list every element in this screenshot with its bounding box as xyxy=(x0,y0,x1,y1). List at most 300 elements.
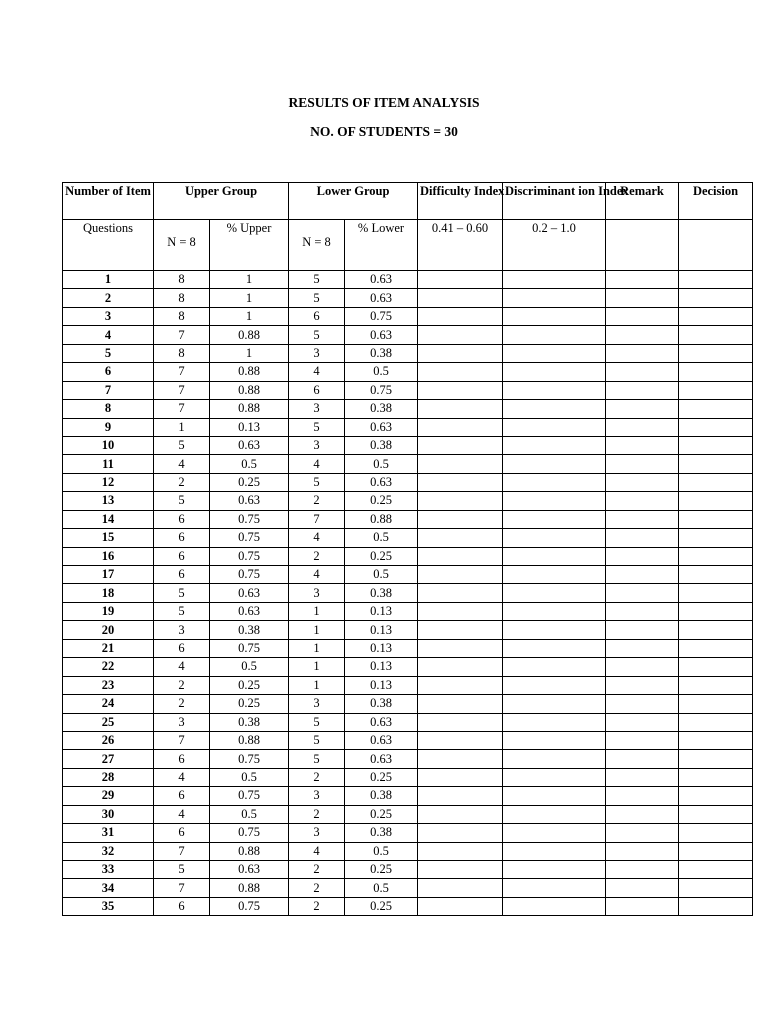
remark-cell xyxy=(606,713,679,731)
difficulty-cell xyxy=(418,363,503,381)
lower-count-cell: 5 xyxy=(289,750,345,768)
upper-pct-cell: 0.88 xyxy=(210,842,289,860)
difficulty-cell xyxy=(418,584,503,602)
remark-cell xyxy=(606,842,679,860)
decision-cell xyxy=(679,455,753,473)
upper-count-cell: 6 xyxy=(154,547,210,565)
decision-cell xyxy=(679,658,753,676)
upper-pct-cell: 0.88 xyxy=(210,326,289,344)
item-analysis-table xyxy=(62,182,753,916)
upper-count-cell: 7 xyxy=(154,326,210,344)
subheader-remark-empty xyxy=(606,220,679,271)
upper-count-cell: 8 xyxy=(154,271,210,289)
lower-pct-cell: 0.63 xyxy=(345,289,418,307)
subheader-upper-n xyxy=(154,220,210,271)
lower-count-cell: 2 xyxy=(289,879,345,897)
difficulty-cell xyxy=(418,695,503,713)
remark-cell xyxy=(606,824,679,842)
decision-cell xyxy=(679,676,753,694)
upper-pct-cell: 0.5 xyxy=(210,455,289,473)
difficulty-cell xyxy=(418,473,503,491)
lower-count-cell: 1 xyxy=(289,639,345,657)
question-number-cell: 25 xyxy=(63,713,154,731)
upper-pct-cell: 0.88 xyxy=(210,363,289,381)
header-discrimination-index: Discriminant ion Index xyxy=(503,183,606,220)
header-item: Number of Item xyxy=(63,183,154,220)
table-row xyxy=(63,436,753,454)
upper-pct-cell: 0.5 xyxy=(210,768,289,786)
question-number-cell: 7 xyxy=(63,381,154,399)
upper-pct-cell: 1 xyxy=(210,307,289,325)
lower-count-cell: 3 xyxy=(289,400,345,418)
difficulty-cell xyxy=(418,676,503,694)
discrimination-cell xyxy=(503,418,606,436)
lower-count-cell: 5 xyxy=(289,326,345,344)
remark-cell xyxy=(606,731,679,749)
decision-cell xyxy=(679,529,753,547)
lower-count-cell: 7 xyxy=(289,510,345,528)
lower-pct-cell: 0.13 xyxy=(345,639,418,657)
lower-count-cell: 3 xyxy=(289,824,345,842)
header-lower-group: Lower Group xyxy=(289,183,418,220)
table-row xyxy=(63,344,753,362)
table-row xyxy=(63,750,753,768)
difficulty-cell xyxy=(418,566,503,584)
remark-cell xyxy=(606,381,679,399)
difficulty-cell xyxy=(418,768,503,786)
upper-count-cell: 2 xyxy=(154,695,210,713)
upper-pct-cell: 1 xyxy=(210,344,289,362)
remark-cell xyxy=(606,658,679,676)
upper-count-cell: 8 xyxy=(154,344,210,362)
remark-cell xyxy=(606,566,679,584)
discrimination-cell xyxy=(503,547,606,565)
question-number-cell: 34 xyxy=(63,879,154,897)
discrimination-cell xyxy=(503,436,606,454)
upper-count-cell: 8 xyxy=(154,289,210,307)
upper-count-cell: 7 xyxy=(154,363,210,381)
lower-pct-cell: 0.38 xyxy=(345,824,418,842)
decision-cell xyxy=(679,418,753,436)
subheader-decision-empty xyxy=(679,220,753,271)
table-row xyxy=(63,676,753,694)
question-number-cell: 19 xyxy=(63,602,154,620)
lower-pct-cell: 0.25 xyxy=(345,547,418,565)
discrimination-cell xyxy=(503,492,606,510)
lower-pct-cell: 0.38 xyxy=(345,436,418,454)
difficulty-cell xyxy=(418,418,503,436)
lower-pct-cell: 0.38 xyxy=(345,344,418,362)
discrimination-cell xyxy=(503,824,606,842)
remark-cell xyxy=(606,584,679,602)
remark-cell xyxy=(606,344,679,362)
remark-cell xyxy=(606,326,679,344)
lower-pct-cell: 0.13 xyxy=(345,621,418,639)
decision-cell xyxy=(679,510,753,528)
upper-count-cell: 4 xyxy=(154,658,210,676)
discrimination-cell xyxy=(503,473,606,491)
header-difficulty-index: Difficulty Index xyxy=(418,183,503,220)
remark-cell xyxy=(606,639,679,657)
lower-count-cell: 3 xyxy=(289,584,345,602)
upper-pct-cell: 0.63 xyxy=(210,861,289,879)
question-number-cell: 33 xyxy=(63,861,154,879)
question-number-cell: 1 xyxy=(63,271,154,289)
lower-pct-cell: 0.63 xyxy=(345,731,418,749)
header-upper-group: Upper Group xyxy=(154,183,289,220)
discrimination-cell xyxy=(503,529,606,547)
lower-pct-cell: 0.63 xyxy=(345,713,418,731)
upper-pct-cell: 0.5 xyxy=(210,658,289,676)
lower-count-cell: 1 xyxy=(289,602,345,620)
question-number-cell: 20 xyxy=(63,621,154,639)
remark-cell xyxy=(606,455,679,473)
difficulty-cell xyxy=(418,344,503,362)
lower-count-cell: 5 xyxy=(289,731,345,749)
difficulty-cell xyxy=(418,436,503,454)
difficulty-cell xyxy=(418,271,503,289)
lower-pct-cell: 0.5 xyxy=(345,363,418,381)
upper-pct-cell: 0.75 xyxy=(210,510,289,528)
upper-count-cell: 4 xyxy=(154,455,210,473)
question-number-cell: 28 xyxy=(63,768,154,786)
upper-count-cell: 1 xyxy=(154,418,210,436)
question-number-cell: 32 xyxy=(63,842,154,860)
discrimination-cell xyxy=(503,639,606,657)
lower-pct-cell: 0.25 xyxy=(345,861,418,879)
question-number-cell: 9 xyxy=(63,418,154,436)
table-row xyxy=(63,473,753,491)
discrimination-cell xyxy=(503,455,606,473)
upper-count-cell: 7 xyxy=(154,879,210,897)
subheader-upper-pct: % Upper xyxy=(210,220,289,271)
upper-pct-cell: 0.75 xyxy=(210,897,289,915)
upper-count-cell: 4 xyxy=(154,768,210,786)
upper-pct-cell: 0.88 xyxy=(210,879,289,897)
difficulty-cell xyxy=(418,861,503,879)
difficulty-cell xyxy=(418,879,503,897)
table-row xyxy=(63,824,753,842)
question-number-cell: 13 xyxy=(63,492,154,510)
lower-pct-cell: 0.38 xyxy=(345,787,418,805)
lower-pct-cell: 0.5 xyxy=(345,455,418,473)
table-row xyxy=(63,492,753,510)
lower-count-cell: 2 xyxy=(289,805,345,823)
decision-cell xyxy=(679,400,753,418)
upper-count-cell: 5 xyxy=(154,492,210,510)
discrimination-cell xyxy=(503,879,606,897)
lower-pct-cell: 0.13 xyxy=(345,676,418,694)
difficulty-cell xyxy=(418,326,503,344)
decision-cell xyxy=(679,492,753,510)
upper-pct-cell: 0.25 xyxy=(210,473,289,491)
decision-cell xyxy=(679,363,753,381)
remark-cell xyxy=(606,750,679,768)
difficulty-cell xyxy=(418,492,503,510)
upper-pct-cell: 0.25 xyxy=(210,676,289,694)
table-row xyxy=(63,639,753,657)
question-number-cell: 2 xyxy=(63,289,154,307)
upper-count-cell: 5 xyxy=(154,861,210,879)
question-number-cell: 14 xyxy=(63,510,154,528)
question-number-cell: 26 xyxy=(63,731,154,749)
table-row xyxy=(63,768,753,786)
table-row xyxy=(63,897,753,915)
upper-count-cell: 6 xyxy=(154,639,210,657)
upper-pct-cell: 0.75 xyxy=(210,750,289,768)
header-row xyxy=(63,183,753,220)
remark-cell xyxy=(606,676,679,694)
difficulty-cell xyxy=(418,824,503,842)
remark-cell xyxy=(606,768,679,786)
document-subtitle: NO. OF STUDENTS = 30 xyxy=(310,124,458,139)
remark-cell xyxy=(606,363,679,381)
upper-pct-cell: 0.88 xyxy=(210,400,289,418)
lower-count-cell: 3 xyxy=(289,436,345,454)
question-number-cell: 22 xyxy=(63,658,154,676)
question-number-cell: 11 xyxy=(63,455,154,473)
subheader-discrimination-range: 0.2 – 1.0 xyxy=(503,220,606,271)
difficulty-cell xyxy=(418,400,503,418)
lower-count-cell: 5 xyxy=(289,473,345,491)
decision-cell xyxy=(679,307,753,325)
lower-count-cell: 2 xyxy=(289,547,345,565)
upper-pct-cell: 0.13 xyxy=(210,418,289,436)
upper-pct-cell: 0.75 xyxy=(210,639,289,657)
table-row xyxy=(63,400,753,418)
discrimination-cell xyxy=(503,695,606,713)
remark-cell xyxy=(606,602,679,620)
lower-pct-cell: 0.5 xyxy=(345,529,418,547)
lower-pct-cell: 0.63 xyxy=(345,473,418,491)
lower-count-cell: 2 xyxy=(289,492,345,510)
decision-cell xyxy=(679,621,753,639)
discrimination-cell xyxy=(503,750,606,768)
question-number-cell: 15 xyxy=(63,529,154,547)
question-number-cell: 6 xyxy=(63,363,154,381)
discrimination-cell xyxy=(503,621,606,639)
upper-pct-cell: 1 xyxy=(210,289,289,307)
lower-pct-cell: 0.25 xyxy=(345,768,418,786)
question-number-cell: 5 xyxy=(63,344,154,362)
difficulty-cell xyxy=(418,307,503,325)
question-number-cell: 23 xyxy=(63,676,154,694)
upper-count-cell: 7 xyxy=(154,842,210,860)
discrimination-cell xyxy=(503,676,606,694)
upper-count-cell: 6 xyxy=(154,566,210,584)
difficulty-cell xyxy=(418,713,503,731)
decision-cell xyxy=(679,584,753,602)
discrimination-cell xyxy=(503,326,606,344)
discrimination-cell xyxy=(503,381,606,399)
table-row xyxy=(63,787,753,805)
remark-cell xyxy=(606,271,679,289)
decision-cell xyxy=(679,842,753,860)
question-number-cell: 4 xyxy=(63,326,154,344)
subheader-row xyxy=(63,220,753,271)
remark-cell xyxy=(606,695,679,713)
upper-pct-cell: 0.38 xyxy=(210,621,289,639)
lower-pct-cell: 0.5 xyxy=(345,842,418,860)
discrimination-cell xyxy=(503,566,606,584)
discrimination-cell xyxy=(503,363,606,381)
table-row xyxy=(63,381,753,399)
decision-cell xyxy=(679,805,753,823)
question-number-cell: 18 xyxy=(63,584,154,602)
question-number-cell: 31 xyxy=(63,824,154,842)
upper-count-cell: 3 xyxy=(154,621,210,639)
lower-pct-cell: 0.13 xyxy=(345,658,418,676)
upper-pct-cell: 1 xyxy=(210,271,289,289)
question-number-cell: 12 xyxy=(63,473,154,491)
lower-count-cell: 4 xyxy=(289,363,345,381)
difficulty-cell xyxy=(418,289,503,307)
discrimination-cell xyxy=(503,787,606,805)
decision-cell xyxy=(679,639,753,657)
upper-pct-cell: 0.63 xyxy=(210,602,289,620)
lower-count-cell: 6 xyxy=(289,381,345,399)
subheader-lower-n xyxy=(289,220,345,271)
decision-cell xyxy=(679,289,753,307)
decision-cell xyxy=(679,731,753,749)
discrimination-cell xyxy=(503,768,606,786)
upper-pct-cell: 0.75 xyxy=(210,787,289,805)
remark-cell xyxy=(606,897,679,915)
difficulty-cell xyxy=(418,750,503,768)
question-number-cell: 30 xyxy=(63,805,154,823)
difficulty-cell xyxy=(418,455,503,473)
lower-count-cell: 4 xyxy=(289,566,345,584)
upper-pct-cell: 0.25 xyxy=(210,695,289,713)
decision-cell xyxy=(679,602,753,620)
question-number-cell: 29 xyxy=(63,787,154,805)
remark-cell xyxy=(606,879,679,897)
decision-cell xyxy=(679,473,753,491)
difficulty-cell xyxy=(418,805,503,823)
difficulty-cell xyxy=(418,602,503,620)
upper-count-cell: 6 xyxy=(154,529,210,547)
header-decision: Decision xyxy=(679,183,753,220)
lower-count-cell: 3 xyxy=(289,787,345,805)
table-row xyxy=(63,510,753,528)
lower-count-cell: 1 xyxy=(289,676,345,694)
upper-pct-cell: 0.63 xyxy=(210,584,289,602)
subheader-lower-pct: % Lower xyxy=(345,220,418,271)
upper-count-cell: 6 xyxy=(154,897,210,915)
table-row xyxy=(63,602,753,620)
remark-cell xyxy=(606,621,679,639)
discrimination-cell xyxy=(503,271,606,289)
lower-pct-cell: 0.75 xyxy=(345,381,418,399)
discrimination-cell xyxy=(503,658,606,676)
decision-cell xyxy=(679,824,753,842)
remark-cell xyxy=(606,861,679,879)
discrimination-cell xyxy=(503,307,606,325)
lower-pct-cell: 0.13 xyxy=(345,602,418,620)
lower-pct-cell: 0.25 xyxy=(345,492,418,510)
decision-cell xyxy=(679,695,753,713)
discrimination-cell xyxy=(503,510,606,528)
lower-count-cell: 2 xyxy=(289,861,345,879)
decision-cell xyxy=(679,566,753,584)
header-remark: Remark xyxy=(606,183,679,220)
table-row xyxy=(63,731,753,749)
decision-cell xyxy=(679,436,753,454)
question-number-cell: 35 xyxy=(63,897,154,915)
table-row xyxy=(63,584,753,602)
lower-pct-cell: 0.38 xyxy=(345,584,418,602)
difficulty-cell xyxy=(418,547,503,565)
lower-count-cell: 2 xyxy=(289,768,345,786)
lower-count-cell: 3 xyxy=(289,695,345,713)
table-row xyxy=(63,326,753,344)
decision-cell xyxy=(679,713,753,731)
lower-pct-cell: 0.88 xyxy=(345,510,418,528)
lower-pct-cell: 0.38 xyxy=(345,400,418,418)
discrimination-cell xyxy=(503,731,606,749)
decision-cell xyxy=(679,750,753,768)
upper-count-cell: 6 xyxy=(154,750,210,768)
table-row xyxy=(63,418,753,436)
upper-pct-cell: 0.63 xyxy=(210,436,289,454)
lower-pct-cell: 0.5 xyxy=(345,879,418,897)
upper-count-cell: 6 xyxy=(154,824,210,842)
decision-cell xyxy=(679,271,753,289)
difficulty-cell xyxy=(418,381,503,399)
remark-cell xyxy=(606,400,679,418)
decision-cell xyxy=(679,861,753,879)
question-number-cell: 3 xyxy=(63,307,154,325)
decision-cell xyxy=(679,344,753,362)
upper-pct-cell: 0.75 xyxy=(210,824,289,842)
upper-pct-cell: 0.75 xyxy=(210,529,289,547)
table-row xyxy=(63,695,753,713)
lower-count-cell: 2 xyxy=(289,897,345,915)
remark-cell xyxy=(606,418,679,436)
lower-count-cell: 4 xyxy=(289,529,345,547)
question-number-cell: 17 xyxy=(63,566,154,584)
remark-cell xyxy=(606,510,679,528)
decision-cell xyxy=(679,381,753,399)
discrimination-cell xyxy=(503,897,606,915)
remark-cell xyxy=(606,529,679,547)
difficulty-cell xyxy=(418,510,503,528)
upper-n-label: N = 8 xyxy=(167,235,196,249)
lower-pct-cell: 0.63 xyxy=(345,271,418,289)
remark-cell xyxy=(606,547,679,565)
lower-pct-cell: 0.25 xyxy=(345,897,418,915)
remark-cell xyxy=(606,436,679,454)
remark-cell xyxy=(606,289,679,307)
upper-count-cell: 5 xyxy=(154,602,210,620)
table-row xyxy=(63,566,753,584)
upper-pct-cell: 0.88 xyxy=(210,731,289,749)
question-number-cell: 10 xyxy=(63,436,154,454)
upper-count-cell: 8 xyxy=(154,307,210,325)
upper-count-cell: 5 xyxy=(154,436,210,454)
lower-pct-cell: 0.75 xyxy=(345,307,418,325)
lower-count-cell: 4 xyxy=(289,842,345,860)
table-row xyxy=(63,455,753,473)
discrimination-cell xyxy=(503,289,606,307)
upper-pct-cell: 0.75 xyxy=(210,566,289,584)
table-row xyxy=(63,842,753,860)
lower-pct-cell: 0.63 xyxy=(345,326,418,344)
discrimination-cell xyxy=(503,861,606,879)
upper-count-cell: 7 xyxy=(154,381,210,399)
subheader-difficulty-range: 0.41 – 0.60 xyxy=(418,220,503,271)
table-row xyxy=(63,805,753,823)
